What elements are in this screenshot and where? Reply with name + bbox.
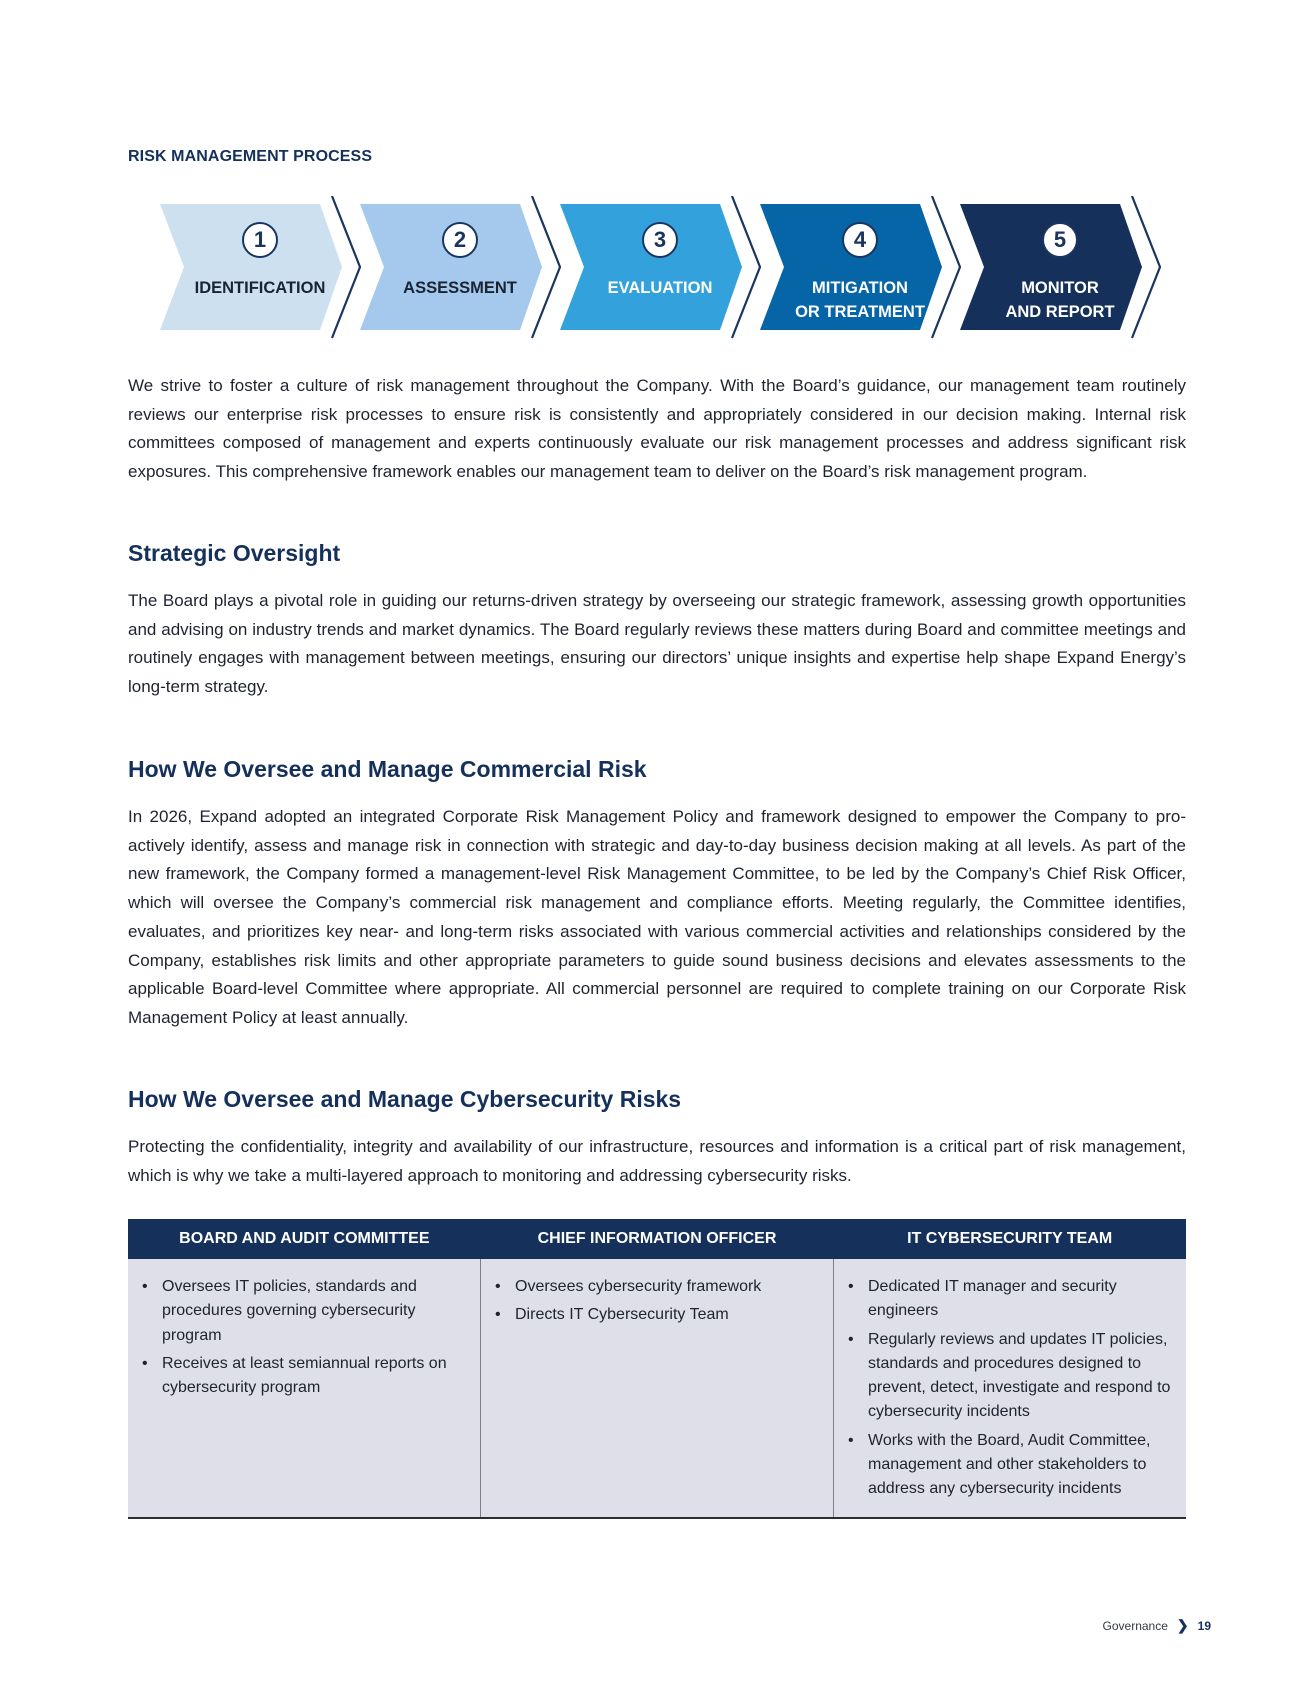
commercial-risk-heading: How We Oversee and Manage Commercial Risk xyxy=(128,756,647,782)
step-number-3: 3 xyxy=(642,222,678,258)
list-item: • Works with the Board, Audit Committee, management and other stakeholders to address any cybersecurity incidents xyxy=(848,1429,1172,1502)
list-item: • Regularly reviews and updates IT policies, standards and procedures designed to prevent, detect, investigate and respond to cybersecurity incidents xyxy=(848,1328,1172,1425)
process-step-2 xyxy=(360,196,560,341)
chevron-right-icon: ❯ xyxy=(1176,1617,1189,1633)
step-number-2: 2 xyxy=(442,222,478,258)
page-footer xyxy=(1103,1617,1211,1634)
list-item: • Oversees IT policies, standards and procedures governing cybersecurity program xyxy=(142,1275,466,1348)
process-step-5 xyxy=(960,196,1160,341)
step-label-5 xyxy=(960,276,1160,324)
process-step-1 xyxy=(160,196,360,341)
step-label-2 xyxy=(360,276,560,300)
step-label-3 xyxy=(560,276,760,300)
intro-paragraph: We strive to foster a culture of risk management throughout the Company. With the Board’s guidance, our management team routinely reviews our enterprise risk processes to ensure risk is consistently and appropriately considered in our decision making. Internal risk committees composed of management and experts continuously evaluate our risk management processes and address significant risk exposures. This comprehensive framework enables our management team to deliver on the Board’s risk management program. xyxy=(128,376,1186,482)
board-duties-list xyxy=(142,1275,466,1400)
table-header-row xyxy=(128,1219,1186,1259)
process-step-3 xyxy=(560,196,760,341)
strategic-oversight-paragraph: The Board plays a pivotal role in guiding our returns-driven strategy by overseeing our strategic framework, assessing growth opportunities and advising on industry trends and market dynamics. The Board regularly reviews these matters during Board and committee meetings and routinely engages with management between meetings, ensuring our directors’ unique insights and expertise help shape Expand Energy’s long-term strategy. xyxy=(128,591,1186,697)
list-item: • Directs IT Cybersecurity Team xyxy=(495,1303,819,1327)
step-label-4-line1: MITIGATION xyxy=(812,279,908,297)
page-number: 19 xyxy=(1197,1618,1211,1633)
commercial-risk-paragraph: In 2026, Expand adopted an integrated Corporate Risk Management Policy and framework designed to empower the Company to proactively identify, assess and manage risk in connection with strategic and day-to-day business decision making at all levels. As part of the new framework, the Company formed a management-level Risk Management Committee, to be led by the Company’s Chief Risk Officer, which will oversee the Company’s commercial risk management and compliance efforts. Meeting regularly, the Committee identifies, evaluates, and prioritizes key near- and long-term risks associated with various commercial activities and relationships considered by the Company, establishes risk limits and other appropriate parameters to guide sound business decisions and elevates assessments to the applicable Board-level Committee where appropriate. All commercial personnel are required to complete training on our Corporate Risk Management Policy at least annually. xyxy=(128,807,1186,1027)
step-label-1-line1: IDENTIFICATION xyxy=(194,279,326,297)
table-header-board: BOARD AND AUDIT COMMITTEE xyxy=(179,1230,430,1247)
step-number-4: 4 xyxy=(842,222,878,258)
table-cell-board xyxy=(128,1259,480,1517)
cybersecurity-heading: How We Oversee and Manage Cybersecurity Risks xyxy=(128,1086,682,1112)
list-item: • Dedicated IT manager and security engineers xyxy=(848,1275,1172,1324)
process-step-4 xyxy=(760,196,960,341)
table-header-it-team: IT CYBERSECURITY TEAM xyxy=(907,1230,1113,1247)
cybersecurity-roles-table xyxy=(128,1219,1186,1519)
cybersecurity-paragraph: Protecting the confidentiality, integrity and availability of our infrastructure, resources and information is a critical part of risk management, which is why we take a multi-layered approach to monitoring and addressing cybersecurity risks. xyxy=(128,1137,1186,1185)
step-label-3-line1: EVALUATION xyxy=(607,279,713,297)
step-number-5: 5 xyxy=(1042,222,1078,258)
footer-section-label: Governance xyxy=(1102,1618,1168,1633)
step-label-1 xyxy=(160,276,360,300)
step-label-5-line2: AND REPORT xyxy=(1005,303,1115,321)
risk-process-diagram xyxy=(160,196,1180,341)
it-team-duties-list xyxy=(848,1275,1172,1502)
table-cell-it-team xyxy=(833,1259,1186,1517)
list-item: • Receives at least semiannual reports on cybersecurity program xyxy=(142,1352,466,1401)
table-body-row xyxy=(128,1259,1186,1519)
table-header-cio: CHIEF INFORMATION OFFICER xyxy=(537,1230,777,1247)
step-label-4-line2: OR TREATMENT xyxy=(795,303,925,321)
cio-duties-list xyxy=(495,1275,819,1328)
list-item: • Oversees cybersecurity framework xyxy=(495,1275,819,1299)
step-label-2-line1: ASSESSMENT xyxy=(403,279,517,297)
step-label-4 xyxy=(760,276,960,324)
step-label-5-line1: MONITOR xyxy=(1021,279,1099,297)
step-number-1: 1 xyxy=(242,222,278,258)
table-cell-cio xyxy=(480,1259,833,1517)
strategic-oversight-heading: Strategic Oversight xyxy=(128,540,341,566)
section-label: RISK MANAGEMENT PROCESS xyxy=(128,148,373,165)
